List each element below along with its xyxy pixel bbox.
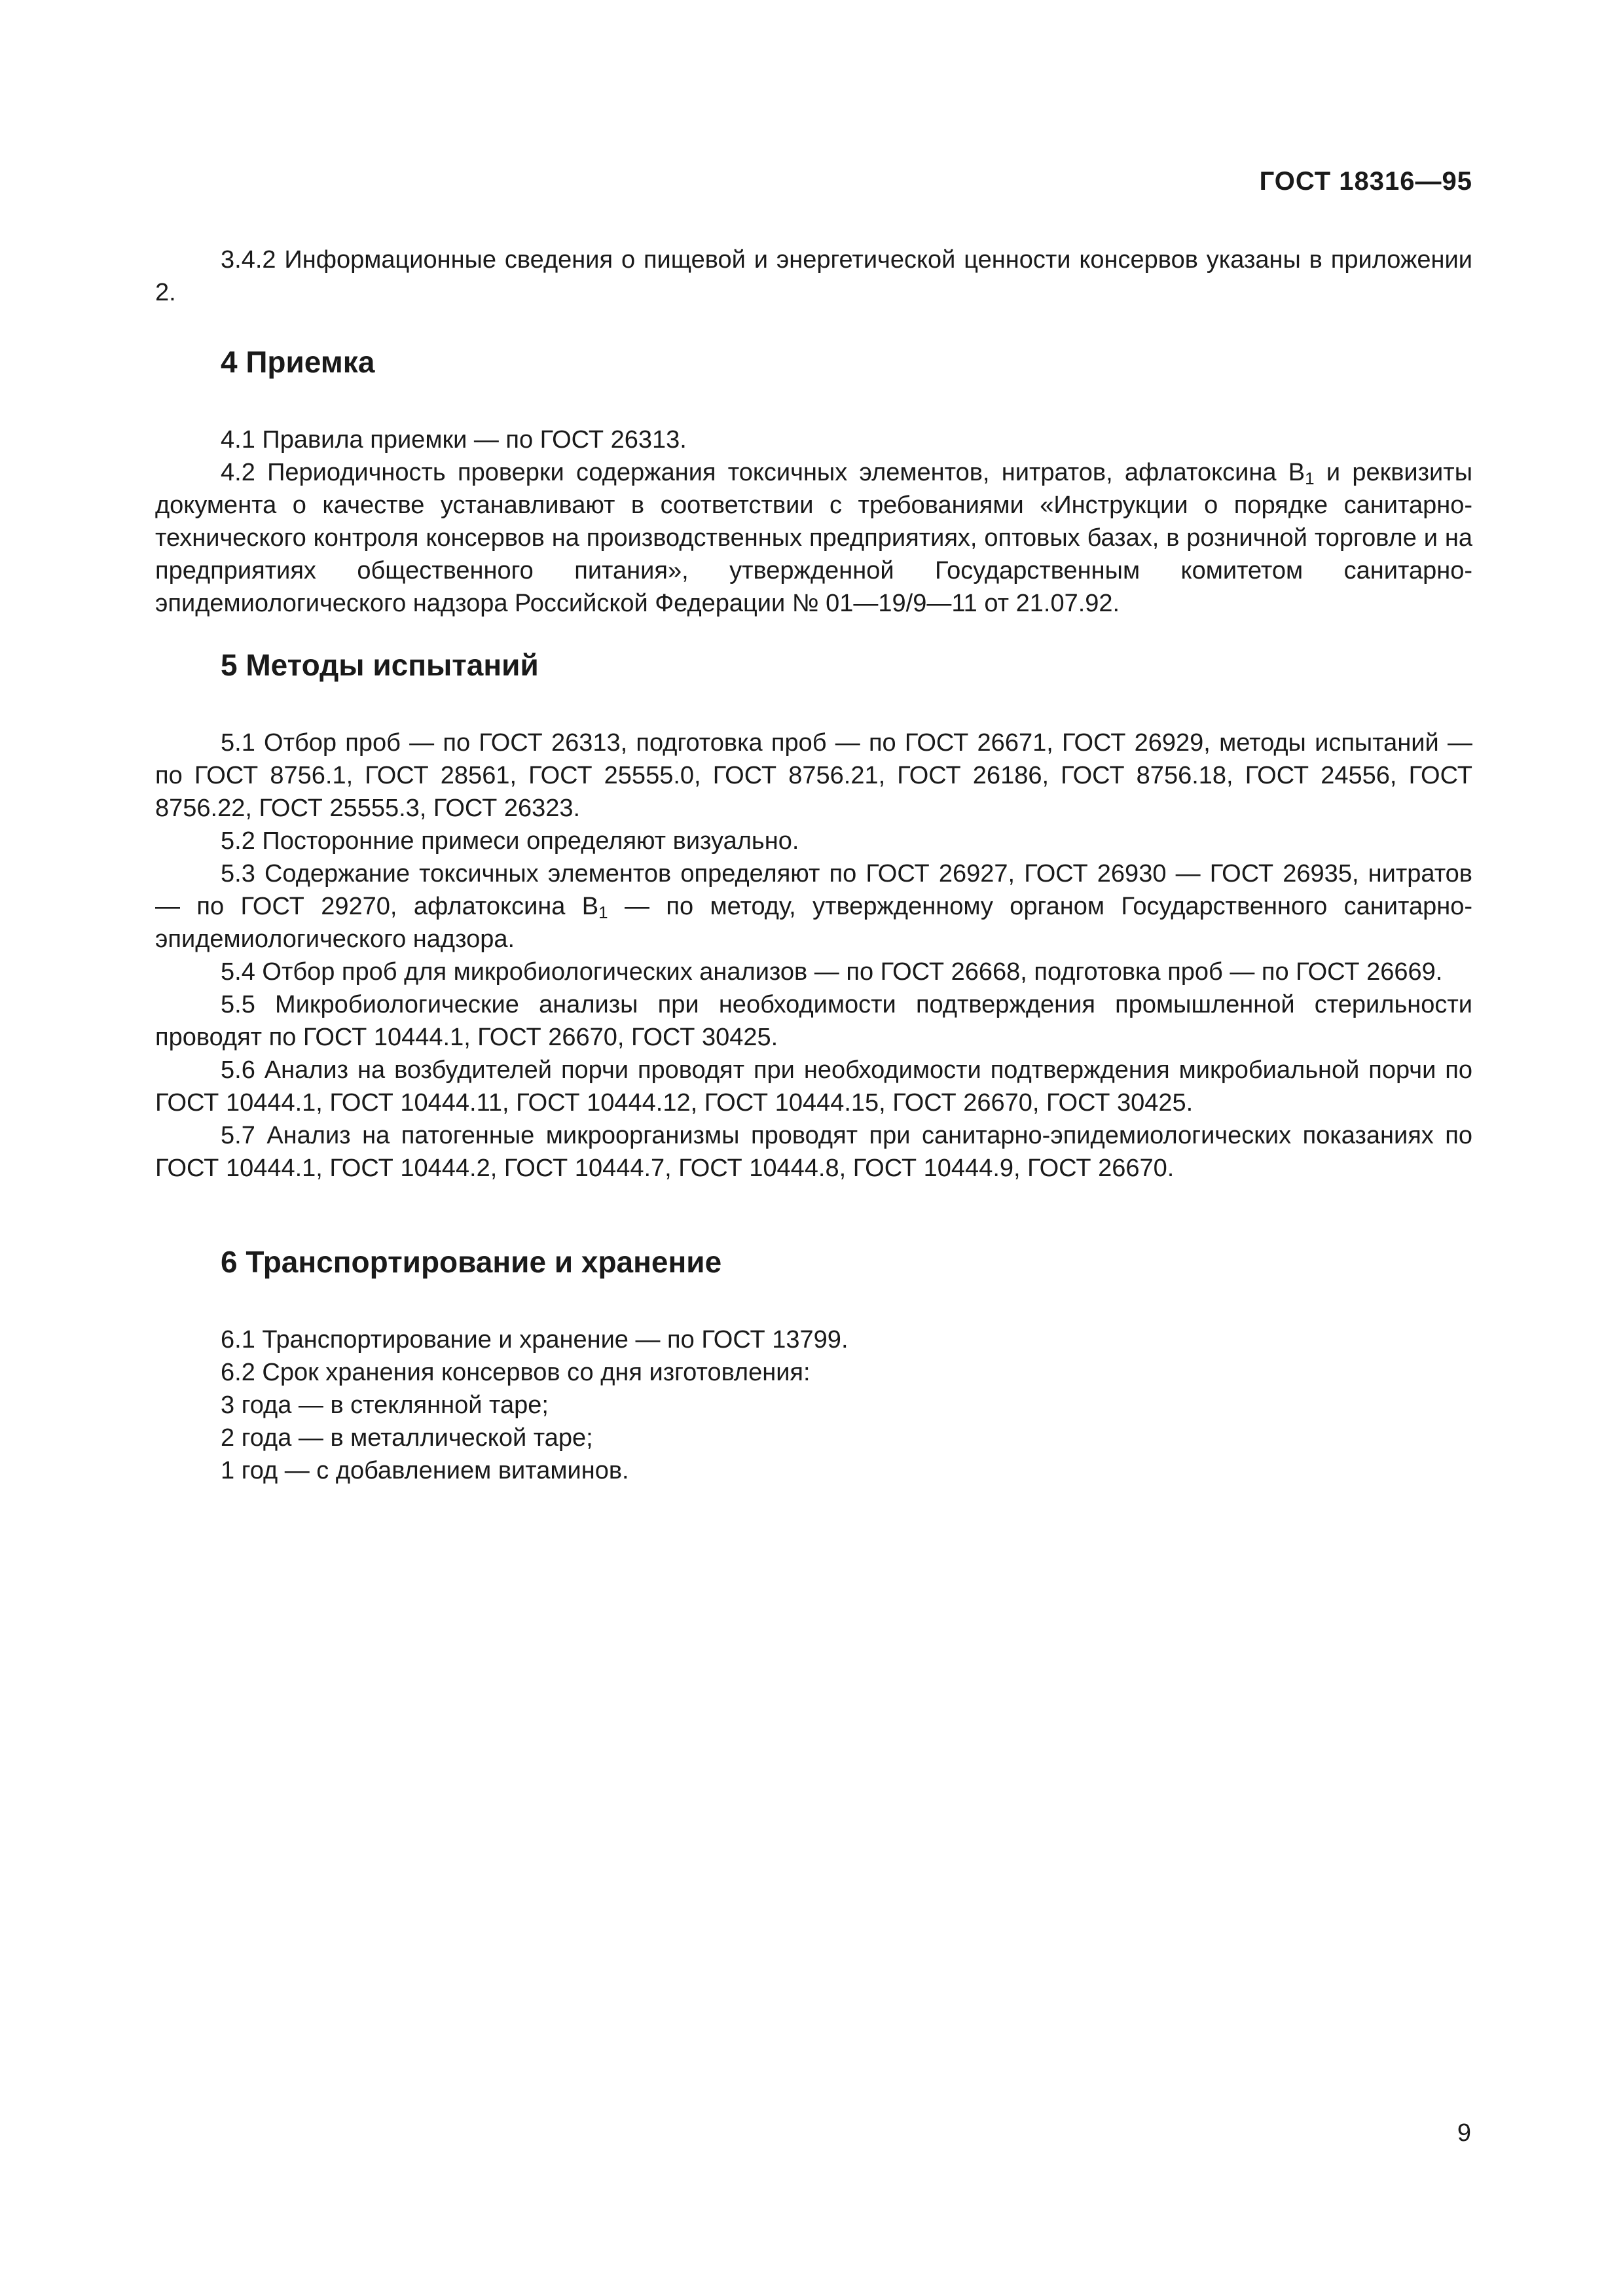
storage-item: 1 год — с добавлением витаминов. bbox=[221, 1457, 629, 1484]
paragraph-4-1: 4.1 Правила приемки — по ГОСТ 26313. bbox=[221, 426, 687, 454]
section-4 bbox=[155, 344, 1472, 620]
section-6-title: 6 Транспортирование и хранение bbox=[221, 1245, 722, 1279]
storage-item: 2 года — в металлической таре; bbox=[221, 1424, 593, 1452]
section-5 bbox=[155, 647, 1472, 1185]
paragraph-5-6: 5.6 Анализ на возбудителей порчи проводят при необходимости подтверждения микробиальной порчи по ГОСТ 10444.1, ГОСТ 10444.11, ГОСТ 10444.12, ГОСТ 10444.15, ГОСТ 26670, ГОСТ 30425. bbox=[155, 1056, 1472, 1117]
section-5-title: 5 Методы испытаний bbox=[221, 648, 539, 682]
paragraph-6-1: 6.1 Транспортирование и хранение — по ГОСТ 13799. bbox=[221, 1326, 848, 1354]
page-number: 9 bbox=[1457, 2119, 1471, 2147]
paragraph-5-4: 5.4 Отбор проб для микробиологических анализов — по ГОСТ 26668, подготовка проб — по ГОСТ 26669. bbox=[221, 958, 1443, 986]
storage-item: 3 года — в стеклянной таре; bbox=[221, 1391, 549, 1419]
paragraph-5-7: 5.7 Анализ на патогенные микроорганизмы проводят при санитарно-эпидемиологических показаниях по ГОСТ 10444.1, ГОСТ 10444.2, ГОСТ 10444.7, ГОСТ 10444.8, ГОСТ 10444.9, ГОСТ 26670. bbox=[155, 1122, 1472, 1182]
section-3-4-2 bbox=[155, 243, 1472, 309]
paragraph-3-4-2: 3.4.2 Информационные сведения о пищевой и энергетической ценности консервов указаны в приложении 2. bbox=[155, 246, 1472, 306]
section-4-title: 4 Приемка bbox=[221, 345, 375, 379]
page-header-doc-id: ГОСТ 18316—95 bbox=[1259, 167, 1472, 196]
paragraph-5-3: 5.3 Содержание токсичных элементов определяют по ГОСТ 26927, ГОСТ 26930 — ГОСТ 26935, нитратов — по ГОСТ 29270, афлатоксина $B_1$ — по методу, утвержденному органом Государственного санитарно-эпидемиологического надзора. bbox=[155, 860, 1472, 953]
section-6 bbox=[155, 1244, 1472, 1487]
paragraph-4-2: 4.2 Периодичность проверки содержания токсичных элементов, нитратов, афлатоксина $B_1$ и реквизиты документа о качестве устанавливают в соответствии с требованиями «Инструкции о порядке санитарно-технического контроля консервов на производственных предприятиях, оптовых базах, в розничной торговле и на предприятиях общественного питания», утвержденной Государственным комитетом санитарно-эпидемиологического надзора Российской Федерации № 01—19/9—11 от 21.07.92. bbox=[155, 459, 1473, 617]
paragraph-5-5: 5.5 Микробиологические анализы при необходимости подтверждения промышленной стерильности проводят по ГОСТ 10444.1, ГОСТ 26670, ГОСТ 30425. bbox=[155, 991, 1472, 1051]
paragraph-5-1: 5.1 Отбор проб — по ГОСТ 26313, подготовка проб — по ГОСТ 26671, ГОСТ 26929, методы испытаний — по ГОСТ 8756.1, ГОСТ 28561, ГОСТ 25555.0, ГОСТ 8756.21, ГОСТ 26186, ГОСТ 8756.18, ГОСТ 24556, ГОСТ 8756.22, ГОСТ 25555.3, ГОСТ 26323. bbox=[155, 729, 1472, 822]
paragraph-5-2: 5.2 Посторонние примеси определяют визуально. bbox=[221, 827, 799, 855]
paragraph-6-2: 6.2 Срок хранения консервов со дня изготовления: bbox=[221, 1359, 811, 1386]
